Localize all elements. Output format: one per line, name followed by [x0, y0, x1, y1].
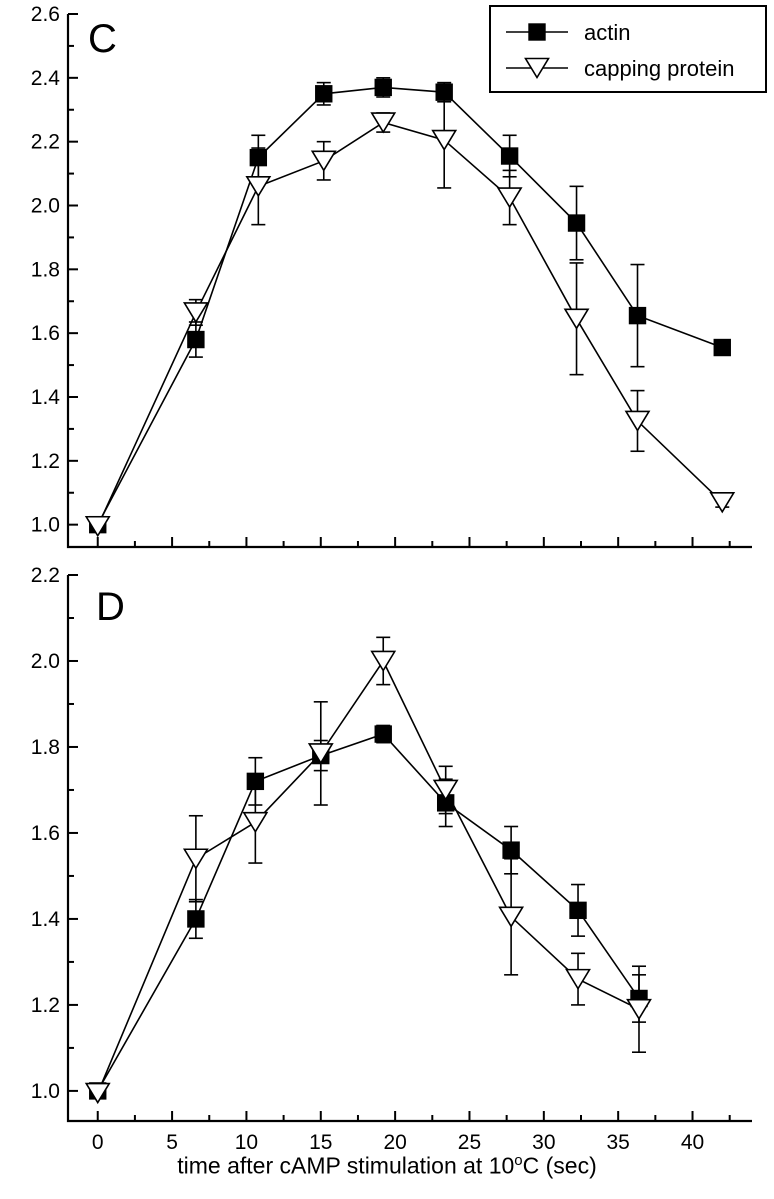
data-point-capping-protein: [372, 113, 395, 132]
y-tick-label: 1.0: [30, 1079, 60, 1103]
y-tick-label: 1.4: [30, 907, 60, 931]
data-point-actin: [502, 148, 518, 164]
data-point-capping-protein: [312, 151, 335, 170]
data-point-capping-protein: [565, 309, 588, 328]
y-tick-label: 2.6: [30, 3, 60, 26]
y-tick-label: 1.8: [30, 735, 60, 759]
y-tick-label: 2.2: [30, 564, 60, 587]
data-point-capping-protein: [184, 303, 207, 322]
data-point-actin: [630, 308, 646, 324]
legend-marker-actin: [529, 24, 545, 40]
data-point-capping-protein: [498, 188, 521, 207]
y-tick-label: 2.4: [30, 66, 60, 90]
x-tick-label: 0: [91, 1131, 104, 1154]
y-tick-label: 2.0: [30, 194, 60, 218]
x-tick-label: 30: [532, 1131, 556, 1154]
data-point-capping-protein: [244, 813, 267, 832]
data-point-actin: [570, 902, 586, 918]
data-point-actin: [503, 842, 519, 858]
series-line-capping-protein: [98, 661, 639, 1093]
x-tick-label: 35: [606, 1131, 630, 1154]
data-point-capping-protein: [627, 1000, 650, 1019]
y-tick-label: 1.6: [30, 322, 60, 346]
x-axis-label-post: C (sec): [522, 1152, 597, 1179]
legend-label-capping-protein: capping protein: [584, 56, 735, 81]
y-tick-label: 1.4: [30, 385, 60, 409]
chart-canvas-d: [0, 560, 774, 1160]
x-tick-label: 20: [383, 1131, 407, 1154]
y-tick-label: 1.6: [30, 821, 60, 845]
data-point-actin: [188, 911, 204, 927]
series-line-capping-protein: [98, 123, 723, 527]
chart-canvas-c: [0, 0, 774, 560]
y-tick-label: 1.2: [30, 993, 60, 1017]
axis-spines: [68, 575, 752, 1121]
x-axis-label-pre: time after cAMP stimulation at 10: [177, 1152, 515, 1179]
x-tick-label: 40: [680, 1131, 705, 1154]
chart-panel-c: [0, 0, 774, 560]
data-point-capping-protein: [247, 177, 270, 196]
data-point-capping-protein: [372, 651, 395, 670]
data-point-actin: [188, 332, 204, 348]
data-point-capping-protein: [711, 493, 734, 512]
data-point-actin: [569, 215, 585, 231]
panel-letter: C: [88, 17, 117, 61]
x-tick-label: 5: [166, 1131, 178, 1154]
series-line-actin: [98, 734, 639, 1091]
panel-letter: D: [96, 585, 125, 629]
y-tick-label: 2.2: [30, 130, 60, 154]
data-point-capping-protein: [567, 970, 590, 989]
data-point-actin: [375, 726, 391, 742]
x-tick-label: 25: [457, 1131, 482, 1154]
data-point-capping-protein: [184, 849, 207, 868]
chart-panel-d: [0, 560, 774, 1160]
x-axis-label-degree: o: [514, 1152, 523, 1169]
y-tick-label: 1.2: [30, 449, 60, 473]
y-tick-label: 1.8: [30, 258, 60, 282]
data-point-actin: [316, 86, 332, 102]
legend-label-actin: actin: [584, 20, 631, 45]
x-tick-label: 10: [234, 1131, 259, 1154]
axis-spines: [68, 14, 752, 547]
data-point-actin: [375, 79, 391, 95]
y-tick-label: 2.0: [30, 649, 60, 673]
y-tick-label: 1.0: [30, 513, 60, 537]
data-point-actin: [714, 340, 730, 356]
x-axis-label: [0, 1152, 774, 1180]
x-tick-label: 15: [309, 1131, 333, 1154]
